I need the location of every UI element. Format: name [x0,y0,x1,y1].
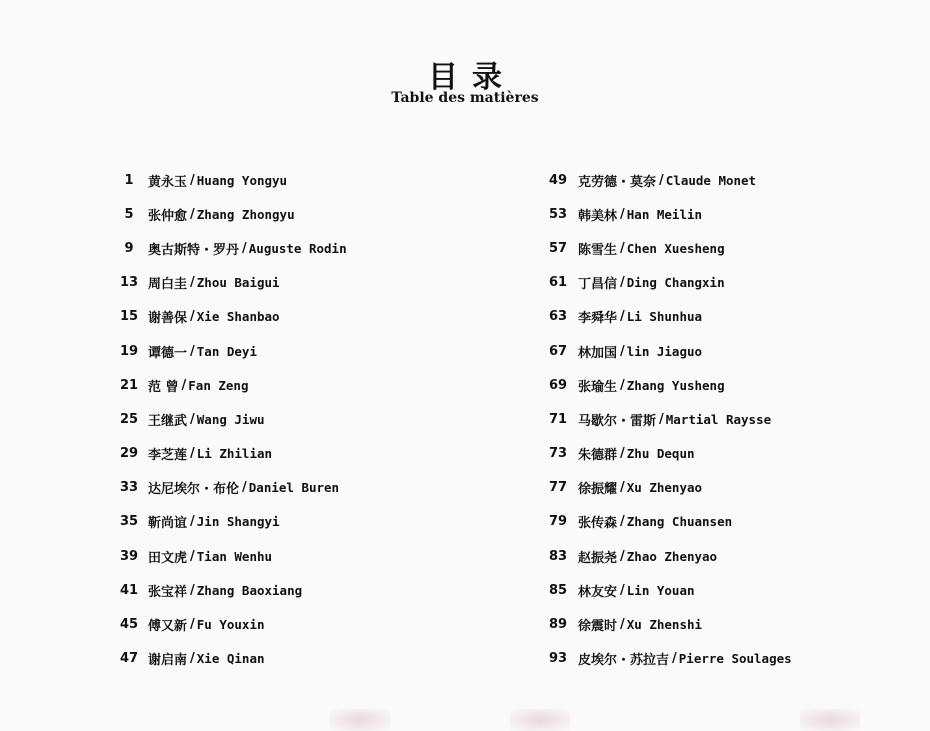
toc-chinese-name: 陈雪生 [578,242,618,258]
toc-latin-name: Tian Wenhu [196,548,273,564]
toc-entry [538,505,792,539]
toc-latin-name: Huang Yongyu [196,172,288,188]
toc-page-number: 79 [548,514,568,530]
toc-page-number: 47 [119,651,139,667]
toc-entry [110,266,347,300]
toc-latin-name: Ding Changxin [626,275,725,291]
toc-entry [110,197,347,231]
toc-chinese-name: 周白圭 [148,277,188,293]
toc-chinese-name: 田文虎 [148,550,188,566]
toc-chinese-name: 张传森 [578,516,618,532]
toc-separator: / [620,548,625,564]
toc-entry [110,505,347,539]
toc-latin-name: Xu Zhenshi [626,617,703,633]
toc-latin-name: Wang Jiwu [196,411,265,427]
toc-latin-name: Auguste Rodin [248,240,347,256]
toc-chinese-name: 谢善保 [148,311,188,327]
toc-latin-name: Zhang Chuansen [626,514,733,530]
toc-chinese-name: 马歇尔・雷斯 [578,413,657,429]
toc-chinese-name: 克劳德・莫奈 [578,174,657,190]
page-title: 目录 [428,60,516,95]
toc-page-number: 41 [119,582,139,598]
toc-chinese-name: 张瑜生 [578,379,618,395]
toc-latin-name: Lin Youan [626,582,695,598]
toc-entry [538,266,792,300]
toc-latin-name: Pierre Soulages [678,651,792,667]
toc-chinese-name: 靳尚谊 [148,516,188,532]
toc-page-number: 73 [548,446,568,462]
toc-entry [110,437,347,471]
toc-latin-name: Zhou Baigui [196,275,280,291]
toc-chinese-name: 张仲愈 [148,208,188,224]
toc-page-number: 53 [548,206,568,222]
toc-entry [538,197,792,231]
toc-page-number: 13 [119,275,139,291]
toc-separator: / [190,582,195,598]
toc-separator: / [190,172,195,188]
toc-latin-name: Martial Raysse [665,411,772,427]
toc-latin-name: Xie Shanbao [196,309,280,325]
toc-page-number: 21 [119,377,139,393]
toc-page-number: 1 [124,172,134,188]
toc-page-number: 45 [119,617,139,633]
toc-entry [110,539,347,573]
toc-entry [538,471,792,505]
toc-separator: / [620,275,625,291]
toc-chinese-name: 李舜华 [578,311,618,327]
toc-separator: / [242,240,247,256]
toc-page-number: 69 [548,377,568,393]
toc-entry [538,368,792,402]
toc-latin-name: Zhao Zhenyao [626,548,718,564]
toc-chinese-name: 韩美林 [578,208,618,224]
toc-chinese-name: 丁昌信 [578,277,618,293]
toc-latin-name: Xie Qinan [196,651,265,667]
toc-entry [538,437,792,471]
toc-page-number: 67 [548,343,568,359]
toc-entry [110,607,347,641]
toc-latin-name: Zhang Baoxiang [196,582,303,598]
toc-separator: / [242,480,247,496]
toc-chinese-name: 范 曾 [148,379,179,395]
toc-separator: / [672,651,677,667]
toc-entry [110,231,347,265]
toc-entry [110,163,347,197]
toc-entry [110,573,347,607]
toc-latin-name: Zhu Dequn [626,446,695,462]
toc-entry [538,163,792,197]
toc-separator: / [620,480,625,496]
toc-latin-name: Fu Youxin [196,617,265,633]
toc-chinese-name: 奥古斯特・罗丹 [148,242,240,258]
toc-page-number: 29 [119,446,139,462]
toc-chinese-name: 谭德一 [148,345,188,361]
toc-page-number: 77 [548,480,568,496]
toc-separator: / [620,377,625,393]
toc-separator: / [659,411,664,427]
paper-smudge [510,709,570,731]
toc-latin-name: Li Shunhua [626,309,703,325]
toc-page-number: 49 [548,172,568,188]
toc-page-number: 63 [548,309,568,325]
toc-chinese-name: 徐震时 [578,619,618,635]
toc-separator: / [190,514,195,530]
toc-latin-name: Zhang Yusheng [626,377,725,393]
toc-page-number: 25 [119,411,139,427]
toc-entry [110,642,347,676]
toc-entry [110,300,347,334]
toc-chinese-name: 谢启南 [148,653,188,669]
toc-separator: / [190,206,195,222]
toc-page-number: 9 [124,240,134,256]
toc-entry [110,368,347,402]
toc-column-right [538,163,792,676]
toc-chinese-name: 张宝祥 [148,584,188,600]
toc-separator: / [190,617,195,633]
toc-page-number: 89 [548,617,568,633]
toc-entry [110,471,347,505]
toc-latin-name: Tan Deyi [196,343,257,359]
toc-chinese-name: 李芝莲 [148,448,188,464]
toc-page-number: 61 [548,275,568,291]
toc-page-number: 5 [124,206,134,222]
toc-page-number: 85 [548,582,568,598]
toc-entry [538,231,792,265]
toc-entry [110,334,347,368]
toc-page-number: 33 [119,480,139,496]
toc-page-number: 71 [548,411,568,427]
toc-separator: / [659,172,664,188]
toc-chinese-name: 王继武 [148,413,188,429]
toc-entry [538,642,792,676]
toc-page-number: 35 [119,514,139,530]
toc-separator: / [190,309,195,325]
toc-latin-name: Fan Zeng [188,377,249,393]
toc-latin-name: Chen Xuesheng [626,240,725,256]
toc-latin-name: Han Meilin [626,206,703,222]
toc-separator: / [190,548,195,564]
toc-separator: / [190,275,195,291]
toc-latin-name: Li Zhilian [196,446,273,462]
toc-page-number: 19 [119,343,139,359]
toc-separator: / [620,514,625,530]
toc-entry [538,402,792,436]
toc-entry [110,402,347,436]
toc-latin-name: lin Jiaguo [626,343,703,359]
toc-column-left [110,163,347,676]
toc-separator: / [190,651,195,667]
toc-separator: / [190,343,195,359]
toc-latin-name: Claude Monet [665,172,757,188]
toc-separator: / [190,446,195,462]
toc-separator: / [620,446,625,462]
toc-latin-name: Daniel Buren [248,480,340,496]
toc-entry [538,539,792,573]
toc-chinese-name: 黄永玉 [148,174,188,190]
toc-entry [538,300,792,334]
toc-chinese-name: 徐振耀 [578,482,618,498]
page-subtitle: Table des matières [391,90,539,106]
toc-separator: / [620,582,625,598]
toc-separator: / [620,240,625,256]
toc-separator: / [620,343,625,359]
toc-chinese-name: 皮埃尔・苏拉吉 [578,653,670,669]
toc-separator: / [620,206,625,222]
toc-chinese-name: 赵振尧 [578,550,618,566]
toc-chinese-name: 林友安 [578,584,618,600]
toc-page-number: 83 [548,548,568,564]
toc-latin-name: Xu Zhenyao [626,480,703,496]
toc-chinese-name: 傅又新 [148,619,188,635]
toc-entry [538,607,792,641]
toc-latin-name: Zhang Zhongyu [196,206,295,222]
toc-page-number: 93 [548,651,568,667]
toc-page-number: 57 [548,240,568,256]
toc-chinese-name: 达尼埃尔・布伦 [148,482,240,498]
toc-chinese-name: 朱德群 [578,448,618,464]
toc-separator: / [181,377,187,393]
toc-page-number: 39 [119,548,139,564]
paper-smudge [800,709,860,731]
toc-chinese-name: 林加国 [578,345,618,361]
paper-smudge [330,709,390,731]
toc-entry [538,334,792,368]
toc-separator: / [190,411,195,427]
toc-entry [538,573,792,607]
toc-separator: / [620,617,625,633]
toc-separator: / [620,309,625,325]
toc-page-number: 15 [119,309,139,325]
toc-latin-name: Jin Shangyi [196,514,280,530]
